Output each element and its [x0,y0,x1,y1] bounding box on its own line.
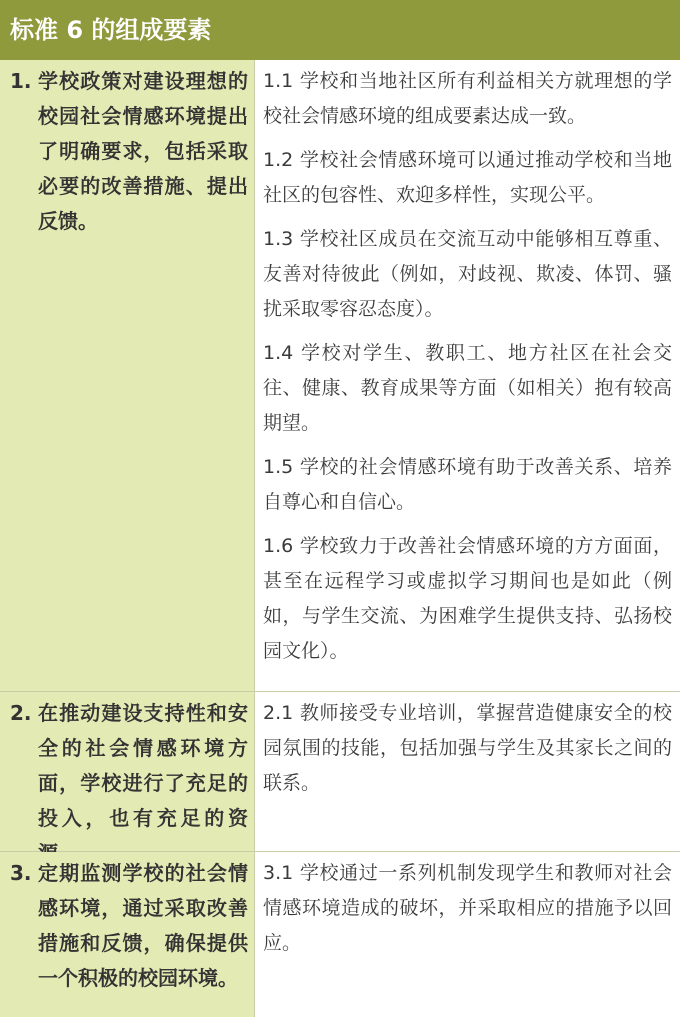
list-item: 1.3 学校社区成员在交流互动中能够相互尊重、友善对待彼此（例如，对歧视、欺凌、体罚、骚扰采取零容忍态度）。 [263,228,672,320]
items-cell [254,852,680,1017]
list-item: 1.2 学校社会情感环境可以通过推动学校和当地社区的包容性、欢迎多样性，实现公平。 [263,149,672,206]
criterion-number: 2. [10,701,32,725]
criterion-number: 3. [10,861,32,885]
table-row [0,852,680,1017]
criterion-cell [0,852,254,1017]
criterion-cell [0,692,254,851]
table-title: 标准 6 的组成要素 [0,0,680,60]
table-row [0,692,680,852]
list-item: 1.4 学校对学生、教职工、地方社区在社会交往、健康、教育成果等方面（如相关）抱有较高期望。 [263,342,672,434]
criterion-text: 在推动建设支持性和安全的社会情感环境方面，学校进行了充足的投入，也有充足的资 [38,701,248,830]
list-item: 1.6 学校致力于改善社会情感环境的方方面面，甚至在远程学习或虚拟学习期间也是如此（例如，与学生交流、为困难学生提供支持、弘扬校园文化）。 [263,535,672,662]
criterion-text: 学校政策对建设理想的校园社会情感环境提出了明确要求，包括采取必要的改善措施、提出反馈。 [38,69,248,233]
criterion-cell [0,60,254,691]
list-item: 2.1 教师接受专业培训，掌握营造健康安全的校园氛围的技能，包括加强与学生及其家长之间的联系。 [263,702,672,794]
list-item: 1.1 学校和当地社区所有利益相关方就理想的学校社会情感环境的组成要素达成一致。 [263,70,672,127]
list-item: 1.5 学校的社会情感环境有助于改善关系、培养自尊心和自信心。 [263,456,672,513]
table-row [0,60,680,692]
criterion-number: 1. [10,69,32,93]
criterion-text: 定期监测学校的社会情感环境，通过采取改善措施和反馈，确保提供一个积极的校园环境。 [38,861,248,990]
list-item: 3.1 学校通过一系列机制发现学生和教师对社会情感环境造成的破坏，并采取相应的措施予以回应。 [263,862,672,954]
items-cell [254,60,680,691]
items-cell [254,692,680,851]
